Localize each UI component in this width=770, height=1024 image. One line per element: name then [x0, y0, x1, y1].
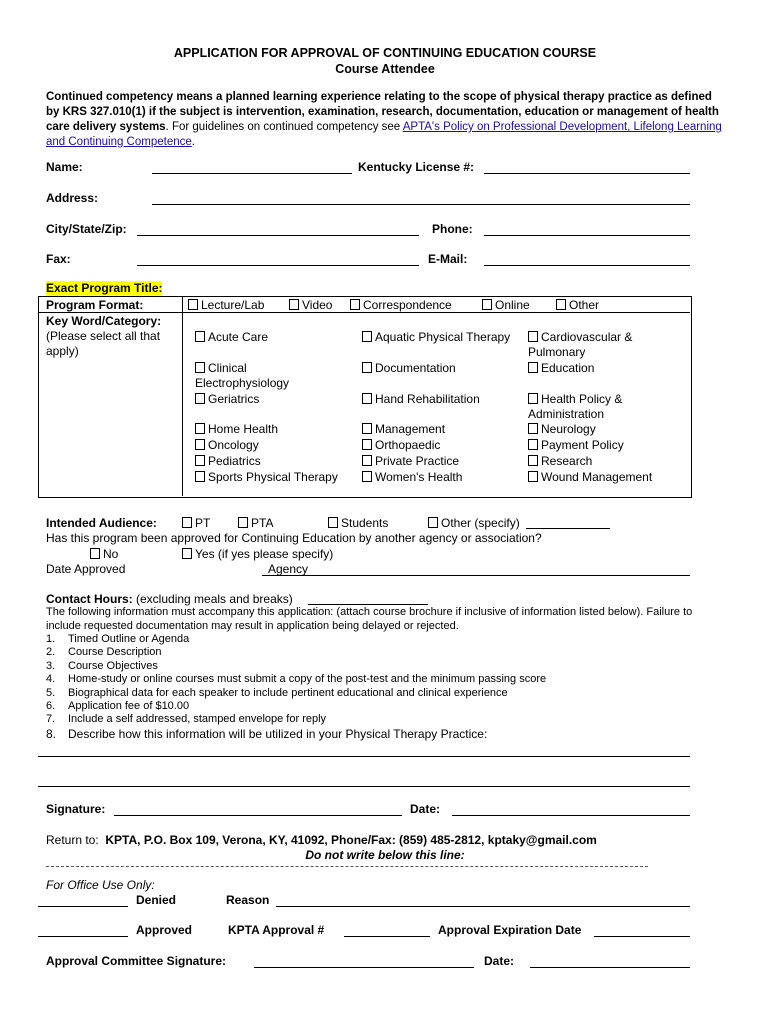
- category-cardiovascular[interactable]: Cardiovascular & Pulmonary: [528, 330, 633, 359]
- approved-label: Approved: [136, 923, 193, 937]
- checkbox-icon[interactable]: [362, 471, 372, 482]
- checkbox-icon[interactable]: [528, 393, 538, 404]
- committee-label: Approval Committee Signature:: [46, 954, 227, 968]
- list-item: 7. Include a self addressed, stamped envelope for reply: [46, 713, 327, 725]
- checkbox-icon[interactable]: [90, 548, 100, 559]
- committee-date-label: Date:: [484, 954, 515, 968]
- category-geriatrics[interactable]: Geriatrics: [195, 392, 259, 406]
- checkbox-icon[interactable]: [195, 471, 205, 482]
- address-label: Address:: [46, 191, 99, 205]
- reason-label: Reason: [226, 893, 270, 907]
- checkbox-icon[interactable]: [195, 439, 205, 450]
- checkbox-icon[interactable]: [528, 471, 538, 482]
- checkbox-icon[interactable]: [482, 299, 492, 310]
- format-lecture-option[interactable]: Lecture/Lab: [188, 298, 264, 312]
- cut-line-divider: [46, 866, 648, 867]
- checkbox-icon[interactable]: [362, 423, 372, 434]
- committee-signature-field[interactable]: [254, 967, 474, 968]
- list-item: 4. Home-study or online courses must submit a copy of the post-test and the minimum passing score: [46, 673, 547, 685]
- contact-hours-field[interactable]: [308, 604, 428, 605]
- license-field[interactable]: [484, 173, 690, 174]
- requirements-info: The following information must accompany this application: (attach course brochure if inclusive of information listed below). Failure to include requested documentation may result in application being delayed or rejected.: [46, 606, 693, 632]
- kpta-approval-field[interactable]: [344, 936, 430, 937]
- signature-field[interactable]: [114, 815, 402, 816]
- list-item: 8. Describe how this information will be utilized in your Physical Therapy Practice:: [46, 727, 488, 741]
- agency-field[interactable]: [262, 575, 690, 576]
- keyword-note: (Please select all that apply): [46, 329, 161, 358]
- intro-end: .: [191, 136, 195, 148]
- checkbox-icon[interactable]: [195, 331, 205, 342]
- checkbox-icon[interactable]: [528, 439, 538, 450]
- category-payment-policy[interactable]: Payment Policy: [528, 438, 624, 452]
- city-field[interactable]: [137, 235, 419, 236]
- list-item: 1. Timed Outline or Agenda: [46, 633, 190, 645]
- denied-field[interactable]: [38, 906, 128, 907]
- checkbox-icon[interactable]: [556, 299, 566, 310]
- list-item: 3. Course Objectives: [46, 660, 158, 672]
- category-private-practice[interactable]: Private Practice: [362, 454, 459, 468]
- format-online-option[interactable]: Online: [482, 298, 530, 312]
- return-address: Return to: KPTA, P.O. Box 109, Verona, KY, 41092, Phone/Fax: (859) 485-2812, kptaky@gmail.com: [46, 833, 597, 847]
- description-line-2[interactable]: [38, 786, 690, 787]
- checkbox-icon[interactable]: [182, 517, 192, 528]
- office-use-label: For Office Use Only:: [46, 878, 155, 892]
- checkbox-icon[interactable]: [528, 362, 538, 373]
- list-item: 2. Course Description: [46, 646, 162, 658]
- checkbox-icon[interactable]: [238, 517, 248, 528]
- format-video-option[interactable]: Video: [289, 298, 332, 312]
- category-orthopaedic[interactable]: Orthopaedic: [362, 438, 440, 452]
- table-row-divider: [38, 312, 690, 313]
- category-education[interactable]: Education: [528, 361, 594, 375]
- checkbox-icon[interactable]: [362, 455, 372, 466]
- contact-hours: Contact Hours: (excluding meals and breaks): [46, 592, 293, 606]
- checkbox-icon[interactable]: [182, 548, 192, 559]
- category-hand-rehab[interactable]: Hand Rehabilitation: [362, 392, 480, 406]
- category-home-health[interactable]: Home Health: [195, 422, 278, 436]
- checkbox-icon[interactable]: [195, 423, 205, 434]
- checkbox-icon[interactable]: [350, 299, 360, 310]
- intro-bold: Continued competency means a planned learning experience relating to the scope of physical therapy practice as defined by KRS 327.010(1) if the subject is intervention, examination, research, documentation, education or management of health care delivery systems: [46, 91, 719, 133]
- phone-field[interactable]: [484, 235, 690, 236]
- page-subtitle: Course Attendee: [335, 62, 435, 76]
- name-field[interactable]: [152, 173, 352, 174]
- license-label: Kentucky License #:: [358, 160, 475, 174]
- audience-other-option[interactable]: Other (specify): [428, 516, 520, 530]
- checkbox-icon[interactable]: [428, 517, 438, 528]
- signature-date-label: Date:: [410, 802, 441, 816]
- intro-plain: . For guidelines on continued competency see: [165, 121, 403, 133]
- list-item: 6. Application fee of $10.00: [46, 700, 190, 712]
- checkbox-icon[interactable]: [188, 299, 198, 310]
- category-management[interactable]: Management: [362, 422, 445, 436]
- description-line-1[interactable]: [38, 756, 690, 757]
- checkbox-icon[interactable]: [195, 393, 205, 404]
- approval-question: Has this program been approved for Continuing Education by another agency or association?: [46, 531, 542, 545]
- signature-date-field[interactable]: [452, 815, 690, 816]
- denied-label: Denied: [136, 893, 177, 907]
- category-womens-health[interactable]: Women's Health: [362, 470, 462, 484]
- keyword-label: Key Word/Category:: [46, 314, 162, 328]
- category-research[interactable]: Research: [528, 454, 592, 468]
- format-label: Program Format:: [46, 298, 144, 312]
- email-label: E-Mail:: [428, 252, 468, 266]
- fax-field[interactable]: [137, 265, 419, 266]
- kpta-approval-label: KPTA Approval #: [228, 923, 325, 937]
- category-pediatrics[interactable]: Pediatrics: [195, 454, 261, 468]
- checkbox-icon[interactable]: [528, 455, 538, 466]
- checkbox-icon[interactable]: [195, 455, 205, 466]
- category-documentation[interactable]: Documentation: [362, 361, 456, 375]
- name-label: Name:: [46, 160, 83, 174]
- checkbox-icon[interactable]: [528, 423, 538, 434]
- fax-label: Fax:: [46, 252, 71, 266]
- audience-students-option[interactable]: Students: [328, 516, 388, 530]
- list-item: 5. Biographical data for each speaker to include pertinent educational and clinical experience: [46, 687, 508, 699]
- committee-date-field[interactable]: [530, 967, 690, 968]
- checkbox-icon[interactable]: [362, 393, 372, 404]
- agency-label: Agency: [268, 562, 309, 576]
- format-correspondence-option[interactable]: Correspondence: [350, 298, 452, 312]
- checkbox-icon[interactable]: [289, 299, 299, 310]
- approved-field[interactable]: [38, 936, 128, 937]
- checkbox-icon[interactable]: [362, 362, 372, 373]
- phone-label: Phone:: [432, 222, 473, 236]
- category-aquatic[interactable]: Aquatic Physical Therapy: [362, 330, 510, 344]
- date-approved-label: Date Approved: [46, 562, 126, 576]
- audience-pt-option[interactable]: PT: [182, 516, 210, 530]
- category-sports-pt[interactable]: Sports Physical Therapy: [195, 470, 338, 484]
- address-field[interactable]: [152, 204, 690, 205]
- reason-field[interactable]: [276, 906, 690, 907]
- city-label: City/State/Zip:: [46, 222, 127, 236]
- do-not-write-note: Do not write below this line:: [305, 848, 465, 862]
- expiration-label: Approval Expiration Date: [438, 923, 582, 937]
- category-neurology[interactable]: Neurology: [528, 422, 596, 436]
- email-field[interactable]: [484, 265, 690, 266]
- checkbox-icon[interactable]: [328, 517, 338, 528]
- category-oncology[interactable]: Oncology: [195, 438, 259, 452]
- page-title: APPLICATION FOR APPROVAL OF CONTINUING EDUCATION COURSE: [173, 46, 597, 60]
- audience-other-field[interactable]: [526, 528, 610, 529]
- category-acute-care[interactable]: Acute Care: [195, 330, 268, 344]
- category-wound-management[interactable]: Wound Management: [528, 470, 652, 484]
- program-title-label: Exact Program Title:: [46, 281, 163, 295]
- apta-policy-link[interactable]: APTA's Policy on Professional Development, Lifelong Learning and Continuing Competence: [46, 121, 722, 148]
- approval-yes-option[interactable]: Yes (if yes please specify): [182, 547, 333, 561]
- category-health-policy[interactable]: Health Policy & Administration: [528, 392, 623, 421]
- checkbox-icon[interactable]: [528, 331, 538, 342]
- checkbox-icon[interactable]: [362, 331, 372, 342]
- approval-no-option[interactable]: No: [90, 547, 118, 561]
- format-other-option[interactable]: Other: [556, 298, 599, 312]
- audience-pta-option[interactable]: PTA: [238, 516, 273, 530]
- audience-label: Intended Audience:: [46, 516, 157, 530]
- category-clinical-electrophysiology[interactable]: Clinical Electrophysiology: [195, 361, 290, 390]
- table-divider: [182, 296, 183, 496]
- signature-label: Signature:: [46, 802, 106, 816]
- expiration-field[interactable]: [594, 936, 690, 937]
- checkbox-icon[interactable]: [362, 439, 372, 450]
- intro-paragraph: [46, 90, 726, 150]
- checkbox-icon[interactable]: [195, 362, 205, 373]
